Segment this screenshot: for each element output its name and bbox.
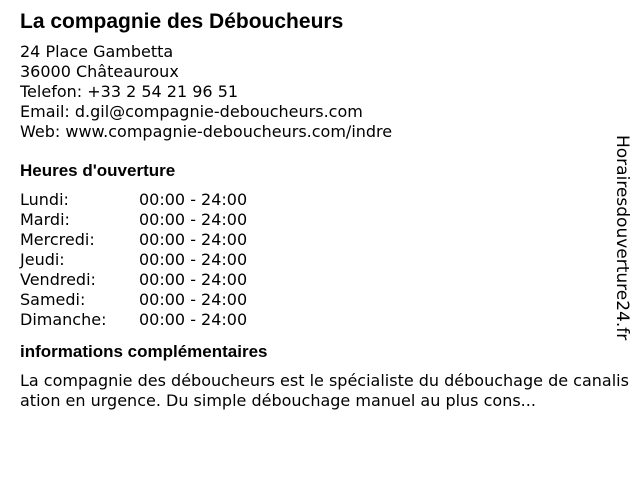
additional-info-text: La compagnie des déboucheurs est le spécialiste du débouchage de canalisation en urgence. Du simple débouchage manuel au plus cons... — [20, 371, 629, 410]
day-label: Dimanche: — [20, 310, 107, 329]
opening-hours-heading: Heures d'ouverture — [20, 161, 176, 180]
phone-line — [20, 82, 620, 102]
time-range: 00:00 - 24:00 — [139, 310, 248, 329]
street-address: 24 Place Gambetta — [20, 42, 174, 61]
web-label: Web: — [20, 122, 61, 141]
hours-row-friday — [20, 270, 620, 290]
day-label: Lundi: — [20, 190, 69, 209]
email-label: Email: — [20, 102, 70, 121]
time-range: 00:00 - 24:00 — [139, 210, 248, 229]
time-range: 00:00 - 24:00 — [139, 290, 248, 309]
day-label: Vendredi: — [20, 270, 96, 289]
phone-number[interactable]: +33 2 54 21 96 51 — [87, 82, 239, 101]
hours-row-tuesday — [20, 210, 620, 230]
phone-label: Telefon: — [20, 82, 83, 101]
hours-row-monday — [20, 190, 620, 210]
time-range: 00:00 - 24:00 — [139, 230, 248, 249]
business-name: La compagnie des Déboucheurs — [20, 10, 344, 33]
email-line — [20, 102, 620, 122]
time-range: 00:00 - 24:00 — [139, 250, 248, 269]
day-label: Jeudi: — [20, 250, 65, 269]
contact-block — [20, 42, 620, 142]
hours-row-sunday — [20, 310, 620, 330]
time-range: 00:00 - 24:00 — [139, 270, 248, 289]
email-address[interactable]: d.gil@compagnie-deboucheurs.com — [74, 102, 363, 121]
web-line — [20, 122, 620, 142]
web-link[interactable]: www.compagnie-deboucheurs.com/indre — [65, 122, 393, 141]
hours-row-saturday — [20, 290, 620, 310]
day-label: Samedi: — [20, 290, 86, 309]
day-label: Mercredi: — [20, 230, 95, 249]
site-watermark: Horairesdouverture24.fr — [612, 135, 632, 341]
hours-row-thursday — [20, 250, 620, 270]
hours-row-wednesday — [20, 230, 620, 250]
day-label: Mardi: — [20, 210, 70, 229]
additional-info-heading: informations complémentaires — [20, 342, 268, 361]
time-range: 00:00 - 24:00 — [139, 190, 248, 209]
city-address: 36000 Châteauroux — [20, 62, 179, 81]
opening-hours-table — [20, 190, 620, 330]
